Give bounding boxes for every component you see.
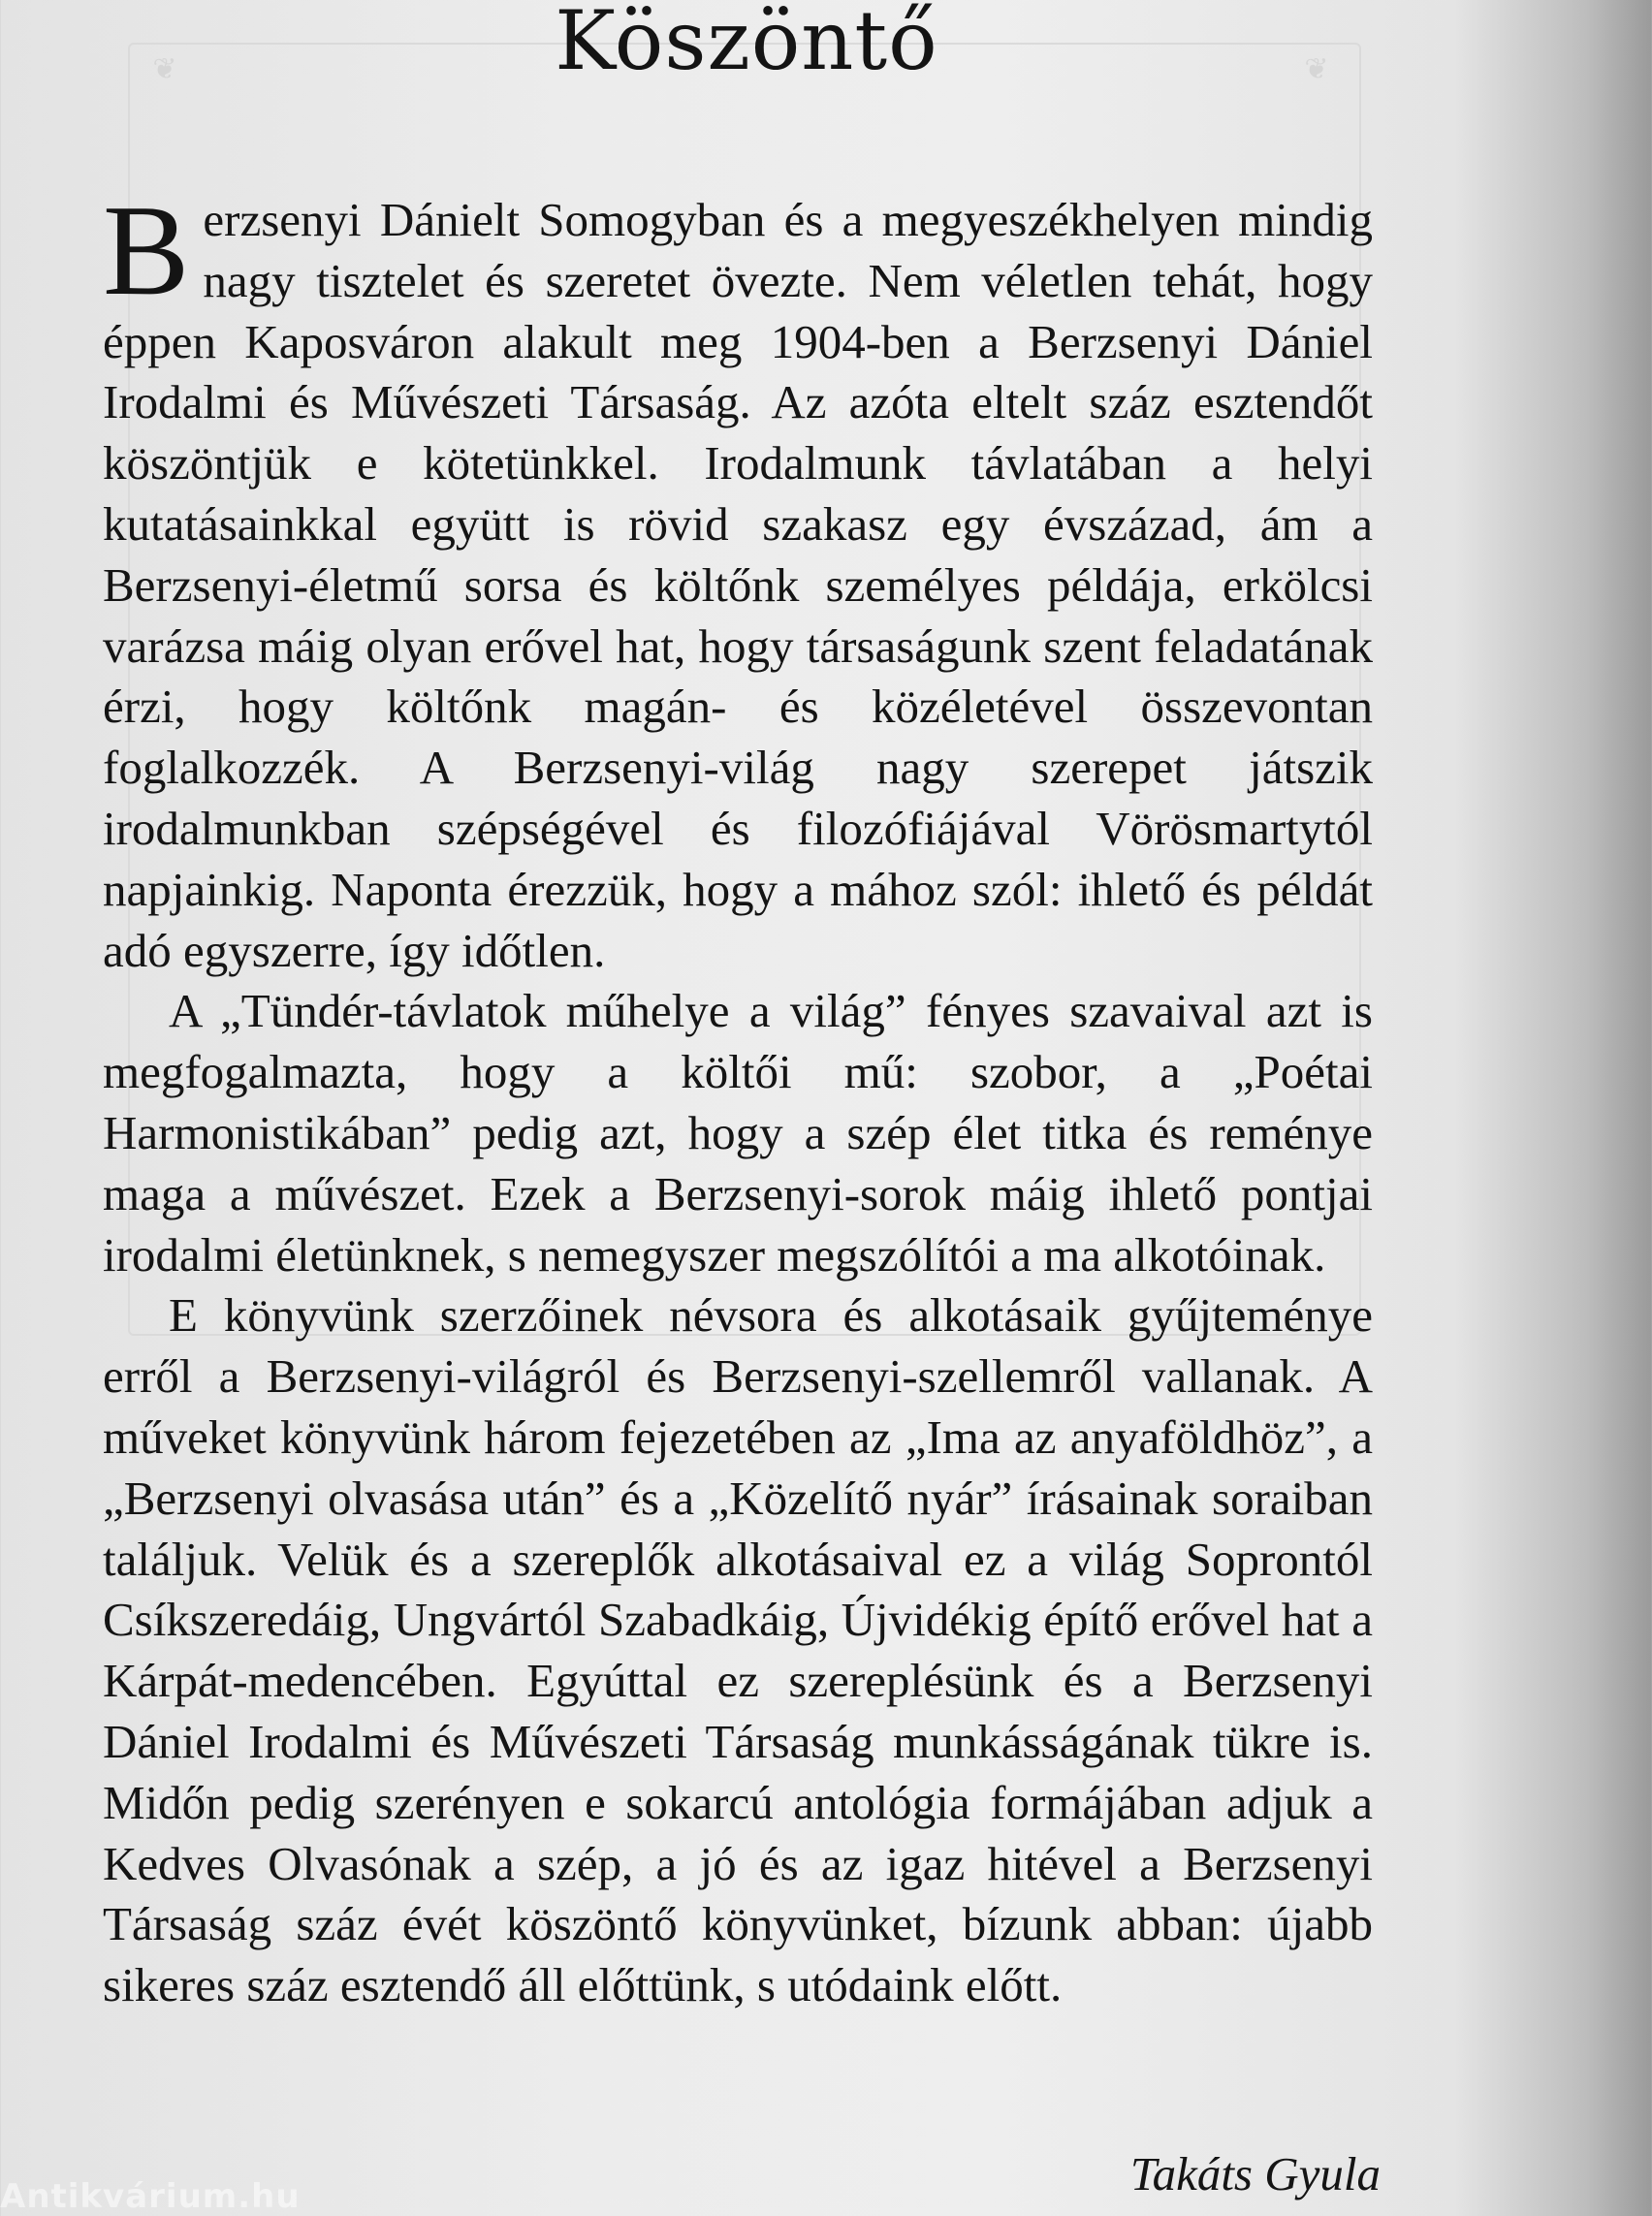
author-signature: Takáts Gyula xyxy=(1129,2147,1381,2200)
article-body xyxy=(103,178,1373,2016)
paragraph-1 xyxy=(103,178,1373,981)
paragraph-2: A „Tündér-távlatok műhelye a világ” fényes szavaival azt is megfogalmazta, hogy a költői mű: szobor, a „Poétai Harmonistikában” pedig azt, hogy a szép élet titka és reménye maga a művészet. Ezek a Berzsenyi-sorok máig ihlető pontjai irodalmi életünknek, s nemegyszer megszólítói a ma alkotóinak. xyxy=(103,984,1373,1282)
corner-ornament-icon: ❦ xyxy=(1304,52,1329,86)
paragraph-3: E könyvünk szerzőinek névsora és alkotásaik gyűjteménye erről a Berzsenyi-világról és Berzsenyi-szellemről vallanak. A műveket könyvünk három fejezetében az „Ima az anyaföldhöz”, a „Berzsenyi olvasása után” és a „Közelítő nyár” írásainak soraiban találjuk. Velük és a szereplők alkotásaival ez a világ Soprontól Csíkszeredáig, Ungvártól Szabadkáig, Újvidékig építő erővel hat a Kárpát-medencében. Egyúttal ez szereplésünk és a Berzsenyi Dániel Irodalmi és Művészeti Társaság munkásságának tükre is. Midőn pedig szerényen e sokarcú antológia formájában adjuk a Kedves Olvasónak a szép, a jó és az igaz hitével a Berzsenyi Társaság száz évét köszöntő könyvünket, bízunk abban: újabb sikeres száz esztendő áll előttünk, s utódaink előtt. xyxy=(103,1288,1373,2012)
drop-cap: B xyxy=(103,178,190,322)
corner-ornament-icon: ❦ xyxy=(152,52,177,86)
watermark: Antikvárium.hu xyxy=(0,2177,301,2216)
page-title: Köszöntő xyxy=(555,0,938,88)
paragraph-1-text: erzsenyi Dánielt Somogyban és a megyeszékhelyen mindig nagy tisztelet és szeretet övezte. Nem véletlen tehát, hogy éppen Kaposváron alakult meg 1904-ben a Berzsenyi Dániel Irodalmi és Művészeti Társaság. Az azóta eltelt száz esztendőt köszöntjük e kötetünkkel. Irodalmunk távlatában a helyi kutatásainkkal együtt is rövid szakasz egy évszázad, ám a Berzsenyi-életmű sorsa és költőnk személyes példája, erkölcsi varázsa máig olyan erővel hat, hogy társaságunk szent feladatának érzi, hogy költőnk magán- és közéletével összevontan foglalkozzék. A Berzsenyi-világ nagy szerepet játszik irodalmunkban szépségével és filozófiájával Vörösmartytól napjainkig. Naponta érezzük, hogy a mához szól: ihlető és példát adó egyszerre, így időtlen. xyxy=(103,193,1373,977)
